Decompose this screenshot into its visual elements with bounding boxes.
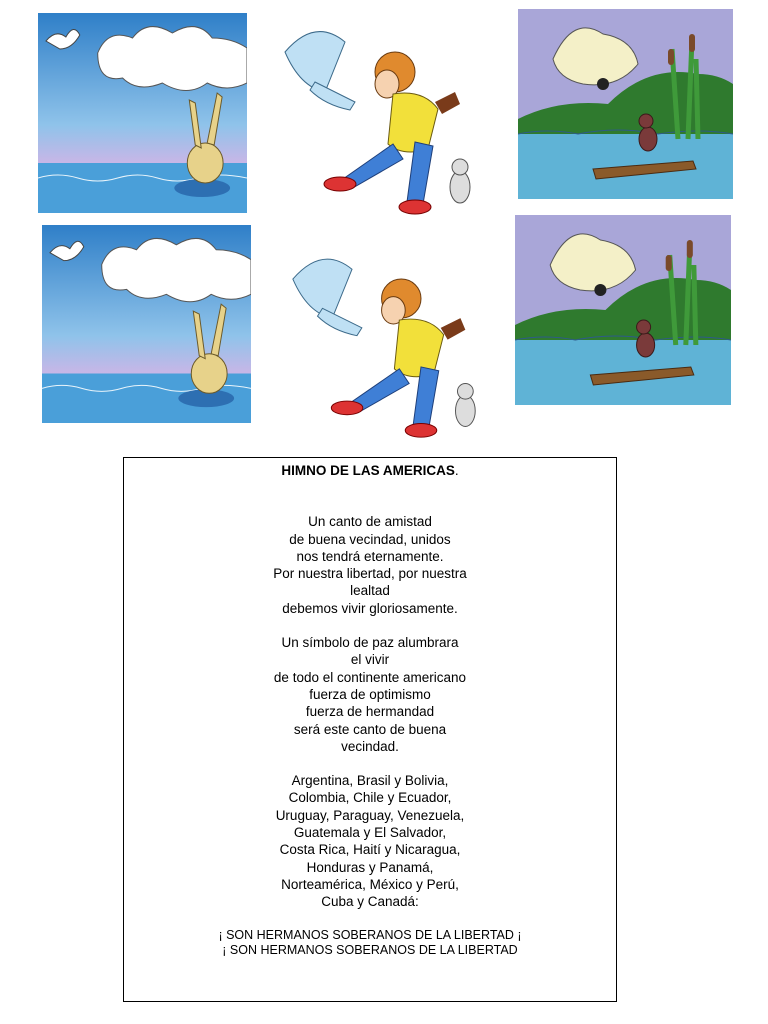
dove-ant-pond-image-2 (515, 215, 731, 405)
poem-line: Un símbolo de paz alumbrara (281, 635, 459, 651)
poem-line: Colombia, Chile y Ecuador, (288, 790, 452, 806)
poem-title-text: HIMNO DE LAS AMERICAS (281, 463, 455, 478)
poem-title-period: . (454, 463, 459, 478)
poem-line: el vivir (350, 652, 390, 668)
chorus-line: ¡ SON HERMANOS SOBERANOS DE LA LIBERTAD ¡ (218, 927, 522, 942)
poem-line: fuerza de hermandad (305, 704, 435, 720)
poem-line: de todo el continente americano (273, 669, 467, 685)
boy-dove-ant-image (275, 12, 485, 222)
poem-line: Norteamérica, México y Perú, (281, 876, 459, 892)
poem-line: fuerza de optimismo (309, 686, 431, 702)
poem-title (124, 462, 616, 479)
poem-line: Por nuestra libertad, por nuestra (273, 566, 467, 582)
stanza-3 (124, 772, 616, 910)
boy-dove-ant-image-2 (283, 240, 490, 445)
poem-line: de buena vecindad, unidos (289, 531, 451, 547)
ocean-scene-image (38, 13, 247, 213)
poem-line: vecindad. (341, 738, 399, 754)
poem-line: Uruguay, Paraguay, Venezuela, (275, 807, 465, 823)
poem-line: Un canto de amistad (308, 514, 432, 530)
poem-line: nos tendrá eternamente. (296, 548, 444, 564)
chorus-line: ¡ SON HERMANOS SOBERANOS DE LA LIBERTAD (222, 943, 518, 958)
poem-box (123, 457, 617, 1002)
poem-line: Cuba y Canadá: (321, 894, 419, 910)
poem-line: Honduras y Panamá, (306, 859, 434, 875)
poem-line: Costa Rica, Haití y Nicaragua, (279, 842, 461, 858)
chorus (124, 928, 616, 959)
stanza-1 (124, 513, 616, 617)
ocean-scene-image-2 (42, 225, 251, 423)
poem-line: lealtad (350, 583, 390, 599)
poem-line: Argentina, Brasil y Bolivia, (291, 773, 449, 789)
dove-ant-pond-image (518, 9, 733, 199)
poem-line: debemos vivir gloriosamente. (282, 600, 458, 616)
stanza-2 (124, 634, 616, 755)
poem-line: será este canto de buena (293, 721, 447, 737)
poem-line: Guatemala y El Salvador, (293, 825, 447, 841)
